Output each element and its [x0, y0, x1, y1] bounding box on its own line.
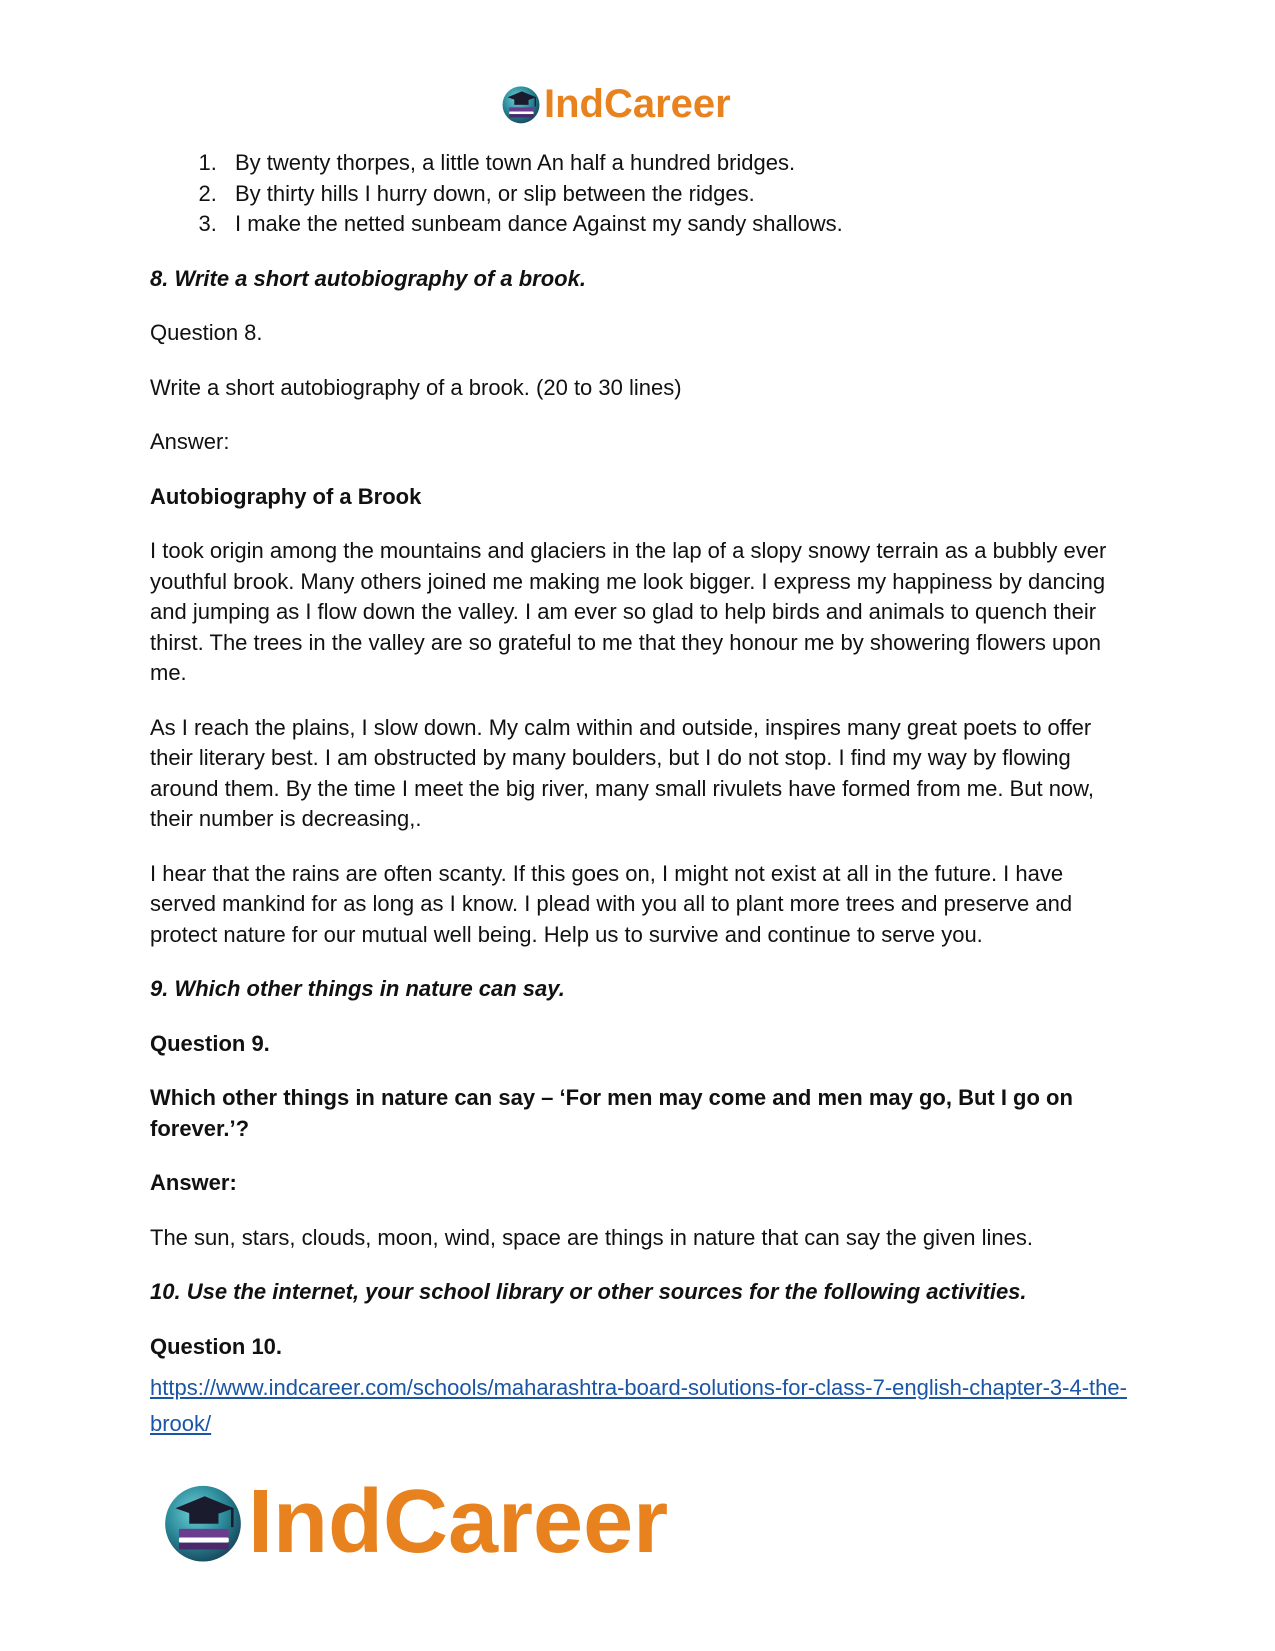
document-body [150, 148, 1130, 1442]
q9-question-text: Which other things in nature can say – ‘For men may come and men may go, But I go on forever.’? [150, 1085, 1073, 1141]
list-item: 3. I make the netted sunbeam dance Against my sandy shallows. [223, 209, 1130, 240]
brand-name: IndCareer [248, 1472, 669, 1572]
header-logo [500, 80, 731, 128]
footer-logo [160, 1472, 668, 1572]
q9-heading: 9. Which other things in nature can say. [150, 976, 565, 1001]
q9-answer-label: Answer: [150, 1170, 237, 1195]
list-item: 2. By thirty hills I hurry down, or slip between the ridges. [223, 179, 1130, 210]
q8-answer-title: Autobiography of a Brook [150, 483, 422, 509]
graduation-cap-book-globe-icon [160, 1479, 246, 1565]
q8-question-text: Write a short autobiography of a brook. (20 to 30 lines) [150, 374, 682, 400]
q8-paragraph-1: I took origin among the mountains and glaciers in the lap of a slopy snowy terrain as a bubbly ever youthful brook. Many others joined me making me look bigger. I express my happiness by dancing and jumping as I flow down the valley. I am ever so glad to help birds and animals to quench their thirst. The trees in the valley are so grateful to me that they honour me by showering flowers upon me. [150, 538, 1107, 685]
q9-answer-text: The sun, stars, clouds, moon, wind, space are things in nature that can say the given lines. [150, 1224, 1033, 1250]
q8-paragraph-3: I hear that the rains are often scanty. If this goes on, I might not exist at all in the future. I have served mankind for as long as I know. I plead with you all to plant more trees and preserve and protect nature for our mutual well being. Help us to survive and continue to serve you. [150, 860, 1073, 947]
q8-answer-label: Answer: [150, 429, 230, 454]
q10-heading: 10. Use the internet, your school library or other sources for the following activities. [150, 1279, 1027, 1304]
q10-question-label: Question 10. [150, 1333, 283, 1359]
poem-lines-list [150, 148, 1130, 240]
source-link-container [150, 1370, 1130, 1442]
q8-question-label: Question 8. [150, 320, 263, 345]
graduation-cap-book-globe-icon [500, 83, 542, 125]
brand-name: IndCareer [544, 82, 731, 126]
source-link[interactable]: https://www.indcareer.com/schools/maharashtra-board-solutions-for-class-7-english-chapter-3-4-the-brook/ [150, 1375, 1127, 1436]
q8-paragraph-2: As I reach the plains, I slow down. My calm within and outside, inspires many great poets to offer their literary best. I am obstructed by many boulders, but I do not stop. I find my way by flowing around them. By the time I meet the big river, many small rivulets have formed from me. But now, their number is decreasing,. [150, 714, 1094, 831]
list-item: 1. By twenty thorpes, a little town An half a hundred bridges. [223, 148, 1130, 179]
q9-question-label: Question 9. [150, 1030, 270, 1056]
q8-heading: 8. Write a short autobiography of a brook. [150, 265, 586, 291]
